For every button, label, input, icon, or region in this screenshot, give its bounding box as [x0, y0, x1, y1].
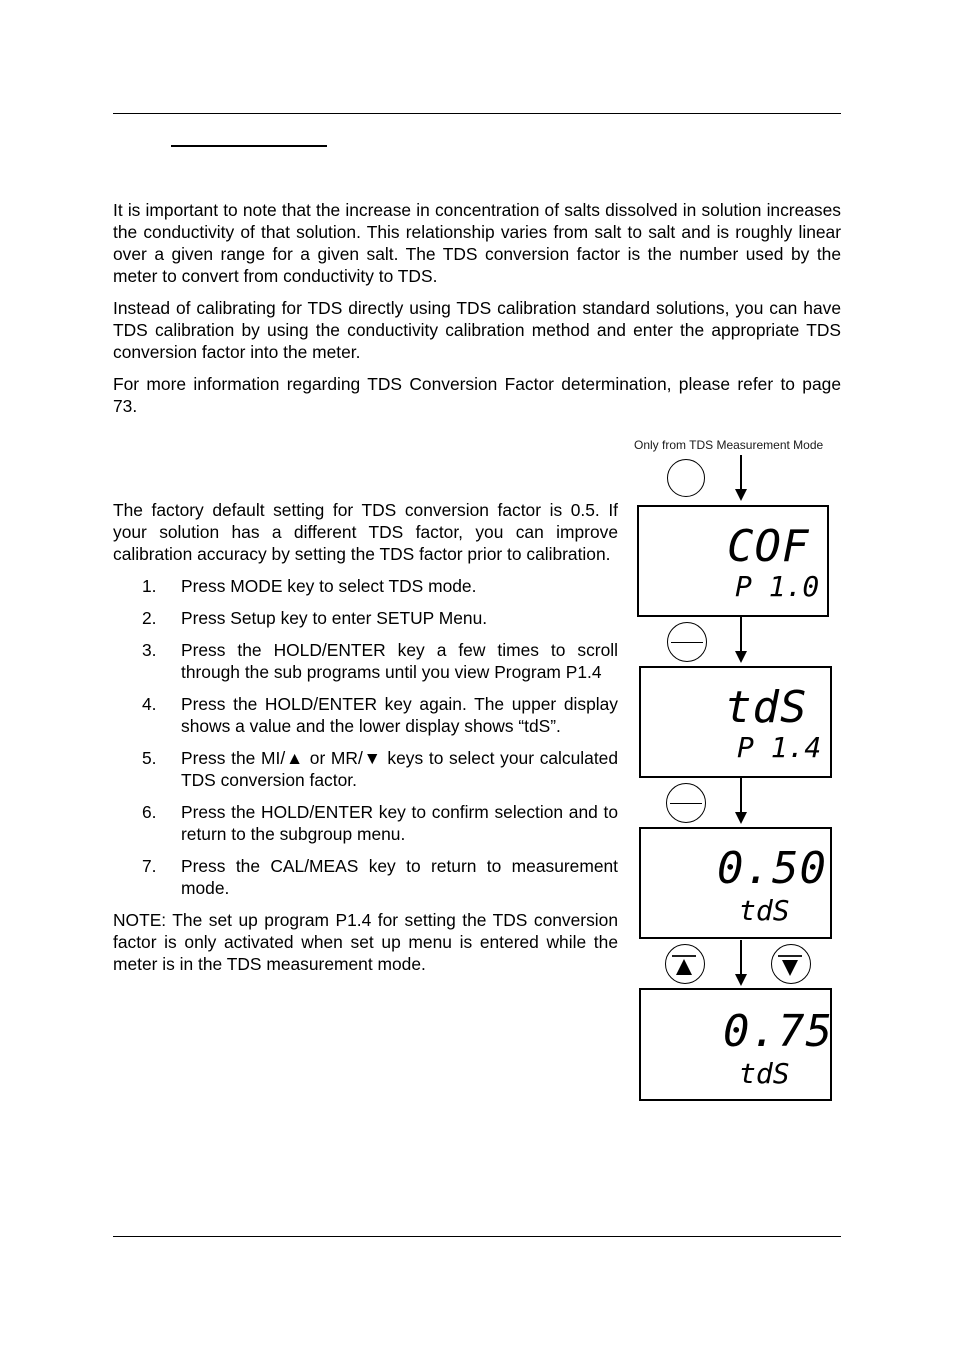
steps-list — [113, 575, 618, 899]
lcd-lower-text: P 1.4 — [737, 731, 822, 764]
procedure-section — [113, 499, 618, 975]
diagram-caption: Only from TDS Measurement Mode — [634, 438, 824, 452]
lcd-upper-text: COF — [727, 521, 810, 572]
down-key-icon — [771, 944, 811, 984]
list-item — [113, 639, 618, 683]
list-item — [113, 801, 618, 845]
step-number: 1. — [142, 576, 157, 596]
setup-key-icon — [667, 459, 705, 497]
up-key-icon — [665, 944, 705, 984]
step-number: 2. — [142, 608, 157, 628]
section-heading-underline — [171, 145, 327, 147]
step-text: Press Setup key to enter SETUP Menu. — [181, 608, 488, 628]
step-text: Press the HOLD/ENTER key to confirm selection and to return to the subgroup menu. — [181, 802, 618, 844]
arrow-down-icon — [733, 455, 749, 503]
step-text: Press MODE key to select TDS mode. — [181, 576, 477, 596]
default-setting-text: The factory default setting for TDS conversion factor is 0.5. If your solution has a different TDS factor, you can improve calibration accuracy by setting the TDS factor prior to calibration. — [113, 500, 618, 564]
lcd-lower-text: tdS — [739, 1057, 790, 1090]
triangle-down-icon — [772, 945, 808, 981]
lcd-lower-text: tdS — [739, 894, 790, 927]
lcd-display-1 — [637, 505, 829, 617]
list-item — [113, 575, 618, 597]
intro-paragraph-2: Instead of calibrating for TDS directly using TDS calibration standard solutions, you can have TDS calibration by using the conductivity calibration method and enter the appropriate TDS conversion factor into the meter. — [113, 298, 841, 362]
list-item — [113, 693, 618, 737]
step-number: 5. — [142, 748, 157, 768]
arrow-down-icon — [733, 778, 749, 826]
enter-key-icon — [667, 622, 707, 662]
lcd-display-4 — [639, 988, 832, 1101]
step-number: 4. — [142, 694, 157, 714]
enter-key-icon — [666, 783, 706, 823]
lcd-upper-text: tdS — [725, 682, 808, 733]
intro-paragraph-3: For more information regarding TDS Conversion Factor determination, please refer to page 73. — [113, 374, 841, 416]
step-text: Press the HOLD/ENTER key a few times to scroll through the sub programs until you view Program P1.4 — [181, 640, 618, 682]
step-text: Press the HOLD/ENTER key again. The upper display shows a value and the lower display shows “tdS”. — [181, 694, 618, 736]
lcd-upper-text: 0.75 — [723, 1006, 833, 1057]
step-number: 7. — [142, 856, 157, 876]
triangle-up-icon — [666, 945, 702, 981]
header-rule — [113, 113, 841, 114]
lcd-upper-text: 0.50 — [717, 843, 827, 894]
note-text: NOTE: The set up program P1.4 for setting the TDS conversion factor is only activated when set up menu is entered while the meter is in the TDS measurement mode. — [113, 910, 618, 974]
step-text: Press the CAL/MEAS key to return to measurement mode. — [181, 856, 618, 898]
lcd-display-3 — [639, 827, 832, 939]
arrow-down-icon — [733, 617, 749, 665]
intro-paragraph-1: It is important to note that the increase in concentration of salts dissolved in solution increases the conductivity of that solution. This relationship varies from salt to salt and is roughly linear over a given range for a given salt. The TDS conversion factor is the number used by the meter to convert from conductivity to TDS. — [113, 200, 841, 286]
arrow-down-icon — [733, 940, 749, 988]
lcd-lower-text: P 1.0 — [735, 570, 820, 603]
step-number: 3. — [142, 640, 157, 660]
list-item — [113, 747, 618, 791]
list-item — [113, 607, 618, 629]
footer-rule — [113, 1236, 841, 1237]
list-item — [113, 855, 618, 899]
step-number: 6. — [142, 802, 157, 822]
step-text: Press the MI/▲ or MR/▼ keys to select your calculated TDS conversion factor. — [181, 748, 618, 790]
lcd-display-2 — [639, 666, 832, 778]
